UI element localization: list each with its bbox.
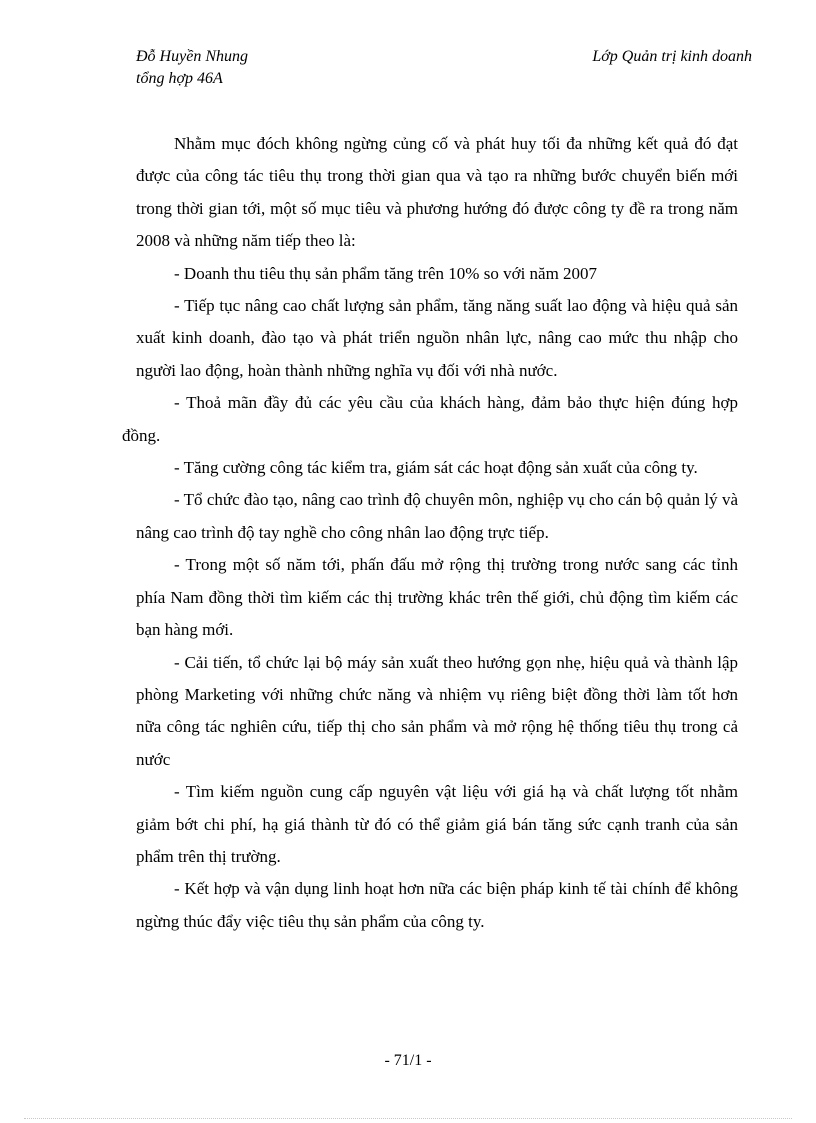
goal-item-training: - Tổ chức đào tạo, nâng cao trình độ chuyên môn, nghiệp vụ cho cán bộ quản lý và nâng cao trình độ tay nghề cho công nhân lao động trực tiếp. [136, 490, 738, 542]
intro-paragraph: Nhằm mục đóch không ngừng củng cố và phát huy tối đa những kết quả đó đạt được của công tác tiêu thụ trong thời gian qua và tạo ra những bước chuyển biến mới trong thời gian tới, một số mục tiêu và phương hướng đó được công ty đề ra trong năm 2008 và những năm tiếp theo là: [136, 134, 738, 251]
author-class: tổng hợp 46A [136, 70, 223, 87]
goal-item-materials: - Tìm kiếm nguồn cung cấp nguyên vật liệu với giá hạ và chất lượng tốt nhằm giảm bớt chi phí, hạ giá thành từ đó có thể giảm giá bán tăng sức cạnh tranh của sản phẩm trên thị trường. [136, 782, 738, 866]
author-name: Đỗ Huyền Nhung [136, 48, 248, 65]
goal-item-quality: - Tiếp tục nâng cao chất lượng sản phẩm, tăng năng suất lao động và hiệu quả sản xuất kinh doanh, đào tạo và phát triển nguồn nhân lực, nâng cao mức thu nhập cho người lao động, hoàn thành những nghĩa vụ đối với nhà nước. [136, 296, 738, 380]
page-number: - 71/1 - [384, 1052, 432, 1069]
page-bottom-divider [24, 1118, 792, 1119]
header-class-name: Lớp Quản trị kinh doanh [592, 48, 752, 65]
document-body [122, 128, 738, 938]
goal-item-marketing: - Cải tiến, tổ chức lại bộ máy sản xuất theo hướng gọn nhẹ, hiệu quả và thành lập phòng Marketing với những chức năng và nhiệm vụ riêng biệt đồng thời làm tốt hơn nữa công tác nghiên cứu, tiếp thị cho sản phẩm và mở rộng hệ thống tiêu thụ trong cả nước [136, 652, 738, 769]
page-header [136, 46, 752, 96]
goal-item-market: - Trong một số năm tới, phấn đấu mở rộng thị trường trong nước sang các tỉnh phía Nam đồng thời tìm kiếm các thị trường khác trên thế giới, chủ động tìm kiếm các bạn hàng mới. [136, 555, 738, 640]
goal-item-customer: - Thoả mãn đầy đủ các yêu cầu của khách hàng, đảm bảo thực hiện đúng hợp đồng. [122, 393, 738, 445]
goal-item-revenue: - Doanh thu tiêu thụ sản phẩm tăng trên 10% so với năm 2007 [174, 263, 598, 283]
goal-item-inspection: - Tăng cường công tác kiểm tra, giám sát các hoạt động sản xuất của công ty. [174, 458, 698, 478]
header-author [136, 46, 248, 90]
goal-item-finance: - Kết hợp và vận dụng linh hoạt hơn nữa các biện pháp kinh tế tài chính để không ngừng thúc đẩy việc tiêu thụ sản phẩm của công ty. [136, 879, 738, 931]
